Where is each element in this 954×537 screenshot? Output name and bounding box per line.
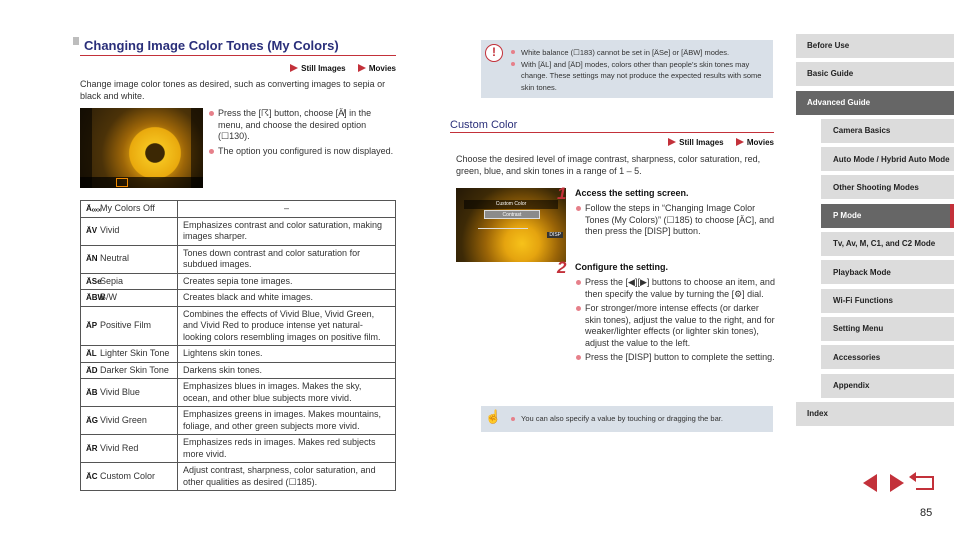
color-option-cell <box>81 346 178 363</box>
sunflower-image <box>125 123 185 183</box>
sidebar-item-camera-basics[interactable]: Camera Basics <box>821 119 954 143</box>
movies-icon <box>358 64 366 72</box>
bullet-icon <box>511 50 515 54</box>
custom-color-title: Custom Color <box>450 119 774 133</box>
instruction-list <box>208 108 396 160</box>
my-colors-icon: ÄSe <box>86 276 102 286</box>
my-colors-table <box>80 200 396 491</box>
table-row <box>81 217 396 245</box>
step-number: 1 <box>557 184 567 203</box>
list-item: Press the [◀][▶] buttons to choose an item, and then specify the value by turning the [⚙] dial. <box>575 277 775 300</box>
sidebar-item-index[interactable]: Index <box>796 402 954 426</box>
caution-icon: ! <box>485 44 503 62</box>
screen-scale <box>478 228 528 231</box>
step-list <box>575 277 775 364</box>
my-colors-section <box>80 34 396 491</box>
screen-header: Custom Color <box>464 200 558 209</box>
color-option-cell <box>81 290 178 307</box>
section-header <box>80 34 396 56</box>
page-navigation <box>858 473 934 493</box>
list-item: With [ÄL] and [ÄD] modes, colors other than people’s skin tones may change. These settings may not produce the expected results with some skin tones. <box>509 59 769 94</box>
list-item: White balance (☐183) cannot be set in [ÄSe] or [ÄBW] modes. <box>509 47 769 59</box>
table-row <box>81 273 396 290</box>
screen-option: Contrast <box>484 210 540 219</box>
my-colors-icon: ÄD <box>86 365 98 375</box>
movies-label: Movies <box>368 64 396 73</box>
movies-icon <box>736 138 744 146</box>
camera-right-panel <box>191 108 203 188</box>
color-option-name: Darker Skin Tone <box>100 364 169 375</box>
table-row <box>81 290 396 307</box>
my-colors-icon: ÄV <box>86 226 98 236</box>
color-option-description: Adjust contrast, sharpness, color saturation, and other qualities as desired (☐185). <box>177 463 395 491</box>
bullet-icon <box>209 149 214 154</box>
page-number: 85 <box>920 507 933 519</box>
bullet-icon <box>511 62 515 66</box>
sidebar-item-wifi-functions[interactable]: Wi-Fi Functions <box>821 289 954 313</box>
color-option-description: Tones down contrast and color saturation for subdued images. <box>177 245 395 273</box>
sidebar-item-tv-av-m-mode[interactable]: Tv, Av, M, C1, and C2 Mode <box>821 232 954 256</box>
my-colors-icon: ÄG <box>86 415 98 425</box>
caution-list <box>509 47 769 93</box>
list-item: Press the [DISP] button to complete the setting. <box>575 352 775 364</box>
color-option-cell <box>81 217 178 245</box>
bullet-icon <box>576 280 581 285</box>
step-number: 2 <box>557 258 567 277</box>
color-option-description: Lightens skin tones. <box>177 346 395 363</box>
step-title: Access the setting screen. <box>575 188 689 198</box>
color-option-cell <box>81 463 178 491</box>
bullet-icon <box>576 206 581 211</box>
sidebar-item-accessories[interactable]: Accessories <box>821 345 954 369</box>
sidebar-item-setting-menu[interactable]: Setting Menu <box>821 317 954 341</box>
step-title: Configure the setting. <box>575 262 668 272</box>
my-colors-icon: ÄR <box>86 443 98 453</box>
color-option-description: Emphasizes greens in images. Makes mountains, foliage, and other green subjects more vivid. <box>177 407 395 435</box>
color-option-name: Positive Film <box>100 320 152 330</box>
section-intro: Change image color tones as desired, such as converting images to sepia or black and white. <box>80 79 386 101</box>
camera-screen-image <box>80 108 203 188</box>
color-option-cell <box>81 379 178 407</box>
step-1 <box>557 184 775 241</box>
table-row <box>81 407 396 435</box>
table-row <box>81 463 396 491</box>
color-option-description: Emphasizes blues in images. Makes the sky, ocean, and other blue subjects more vivid. <box>177 379 395 407</box>
page-title: Changing Image Color Tones (My Colors) <box>84 38 339 53</box>
list-item: For stronger/more intense effects (or darker skin tones), adjust the value to the right, and for weaker/lighter effects (or lighter skin tones), adjust the value to the left. <box>575 303 775 349</box>
color-option-cell <box>81 362 178 379</box>
sidebar-item-other-shooting-modes[interactable]: Other Shooting Modes <box>821 175 954 199</box>
color-option-name: My Colors Off <box>100 203 155 213</box>
table-row <box>81 346 396 363</box>
bullet-icon <box>209 111 214 116</box>
my-colors-icon: ÄC <box>86 471 98 481</box>
color-option-description: Combines the effects of Vivid Blue, Vivid Green, and Vivid Red to produce intense yet natural-looking colors resembling images on positive film. <box>177 306 395 346</box>
sidebar-nav <box>796 34 954 430</box>
color-option-name: Custom Color <box>100 470 156 481</box>
movies-label: Movies <box>746 138 774 147</box>
list-item: Follow the steps in “Changing Image Color Tones (My Colors)” (☐185) to choose [ÄC], and then press the [DISP] button. <box>575 203 775 238</box>
color-option-description: Creates sepia tone images. <box>177 273 395 290</box>
sidebar-item-appendix[interactable]: Appendix <box>821 374 954 398</box>
bullet-icon <box>511 417 515 421</box>
color-option-cell <box>81 245 178 273</box>
still-images-label: Still Images <box>679 138 724 147</box>
next-page-icon[interactable] <box>885 473 909 493</box>
color-option-cell <box>81 273 178 290</box>
my-colors-icon: ÄBW <box>86 293 106 302</box>
step-2 <box>557 258 775 367</box>
my-colors-icon: ÄN <box>86 254 98 264</box>
sidebar-item-basic-guide[interactable]: Basic Guide <box>796 62 954 86</box>
my-colors-icon: ÄL <box>86 349 97 358</box>
color-option-description: Emphasizes reds in images. Makes red subjects more vivid. <box>177 435 395 463</box>
my-colors-icon: Äₒₓₓ <box>86 204 101 213</box>
color-option-name: Sepia <box>100 275 124 286</box>
color-option-cell <box>81 435 178 463</box>
mode-indicators <box>80 64 396 73</box>
color-option-cell <box>81 201 178 218</box>
sidebar-item-p-mode[interactable]: P Mode <box>821 204 954 228</box>
caution-box <box>481 40 773 98</box>
table-row <box>81 245 396 273</box>
section-marker <box>73 37 79 45</box>
sidebar-item-playback-mode[interactable]: Playback Mode <box>821 260 954 284</box>
table-row <box>81 201 396 218</box>
step-list <box>575 203 775 238</box>
return-icon[interactable] <box>916 476 934 490</box>
disp-icon: DISP <box>549 232 561 238</box>
my-colors-icon: ÄP <box>86 321 98 330</box>
custom-color-intro: Choose the desired level of image contrast, sharpness, color saturation, red, green, blue, and skin tones in a range of 1 – 5. <box>456 154 761 176</box>
still-images-icon <box>668 138 676 146</box>
table-row <box>81 306 396 346</box>
sidebar-item-auto-mode[interactable]: Auto Mode / Hybrid Auto Mode <box>821 147 954 171</box>
color-option-description: Emphasizes contrast and color saturation, making images sharper. <box>177 217 395 245</box>
color-option-cell <box>81 407 178 435</box>
tip-box <box>481 406 773 432</box>
custom-color-screen-image <box>456 188 566 262</box>
color-option-name: Vivid Green <box>100 414 147 425</box>
touch-icon: ☝ <box>485 409 502 424</box>
bullet-icon <box>576 306 581 311</box>
camera-option-bar <box>80 177 203 188</box>
color-option-name: Neutral <box>100 253 130 264</box>
color-option-cell <box>81 306 178 346</box>
previous-page-icon[interactable] <box>858 473 882 493</box>
camera-left-panel <box>80 108 92 188</box>
mode-indicators <box>658 138 774 147</box>
sidebar-item-before-use[interactable]: Before Use <box>796 34 954 58</box>
list-item: The option you configured is now displayed. <box>208 146 396 158</box>
color-option-description: Creates black and white images. <box>177 290 395 307</box>
color-option-description: Darkens skin tones. <box>177 362 395 379</box>
color-option-name: Vivid Red <box>100 442 139 453</box>
list-item: Press the [☈] button, choose [Ä̸] in the menu, and choose the desired option (☐130). <box>208 108 396 143</box>
my-colors-icon: ÄB <box>86 387 98 397</box>
color-option-name: Vivid Blue <box>100 386 140 397</box>
bullet-icon <box>576 355 581 360</box>
table-row <box>81 379 396 407</box>
table-row <box>81 362 396 379</box>
still-images-icon <box>290 64 298 72</box>
still-images-label: Still Images <box>301 64 346 73</box>
table-row <box>81 435 396 463</box>
sidebar-item-advanced-guide[interactable]: Advanced Guide <box>796 91 954 115</box>
tip-list <box>509 414 723 423</box>
color-option-description: – <box>177 201 395 218</box>
color-option-name: Lighter Skin Tone <box>100 348 170 358</box>
color-option-name: Vivid <box>100 225 120 236</box>
camera-selection-box <box>116 178 128 187</box>
color-option-name: B/W <box>100 292 117 302</box>
instruction-block <box>80 108 396 190</box>
list-item: You can also specify a value by touching or dragging the bar. <box>509 414 723 423</box>
